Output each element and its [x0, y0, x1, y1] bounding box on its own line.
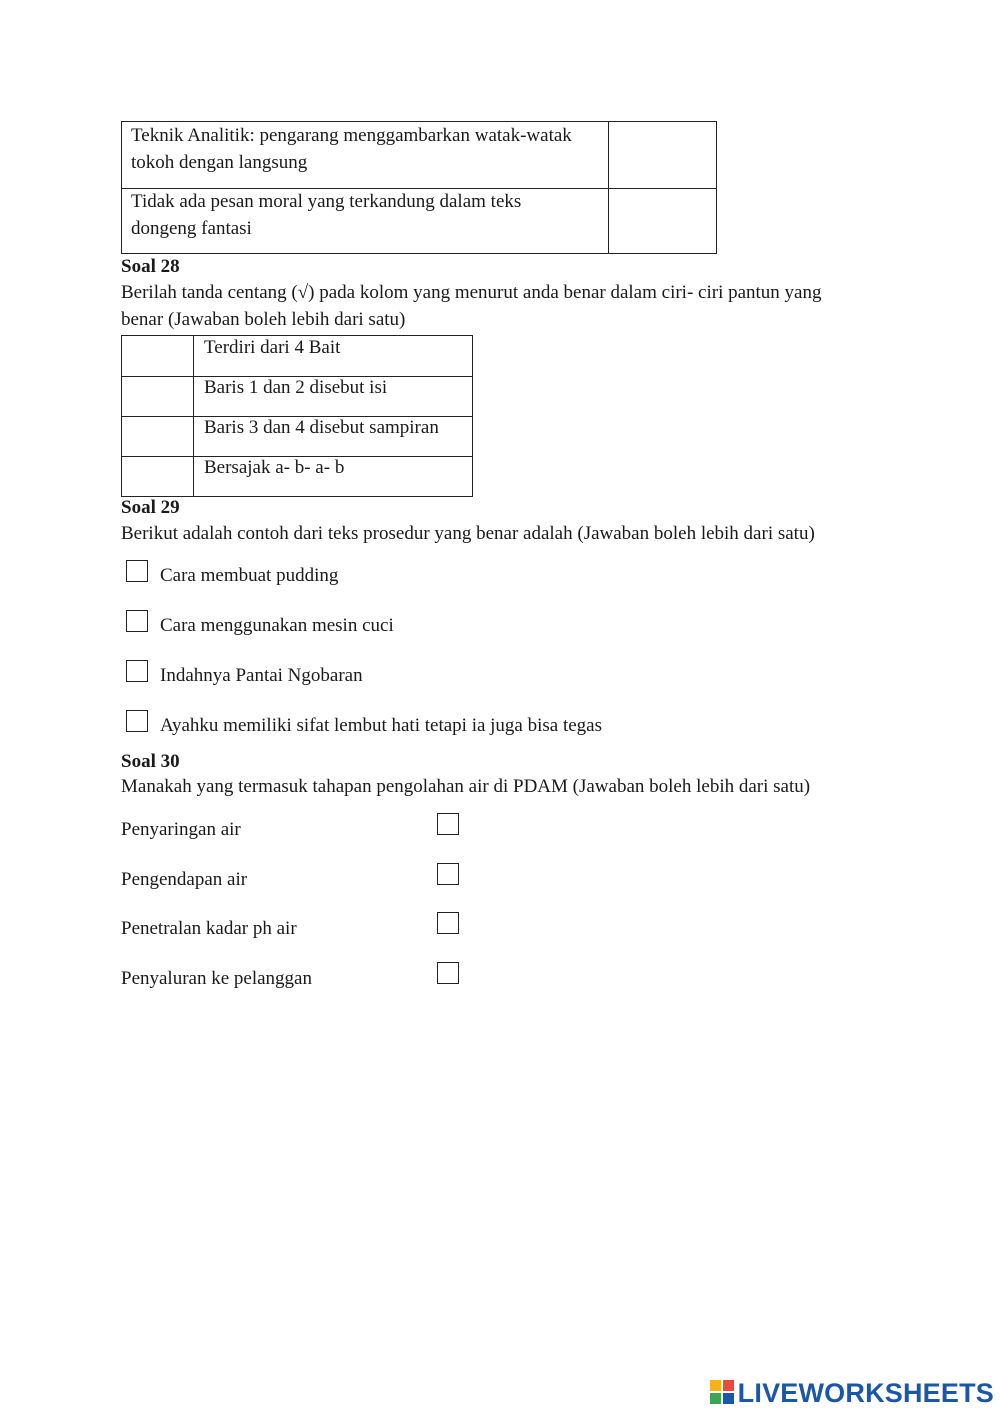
answer-cell[interactable]: [122, 456, 193, 496]
option-checkbox[interactable]: [126, 610, 148, 632]
liveworksheets-logo: [710, 1378, 994, 1408]
option-checkbox[interactable]: [437, 813, 459, 835]
option-text: Baris 3 dan 4 disebut sampiran: [204, 417, 439, 438]
option-label: Pengendapan air: [121, 869, 248, 890]
column-divider: [608, 122, 609, 253]
question-29-instruction: Berikut adalah contoh dari teks prosedur yang benar adalah (Jawaban boleh lebih dari satu): [121, 523, 815, 544]
answer-cell[interactable]: [122, 376, 193, 416]
option-checkbox[interactable]: [437, 962, 459, 984]
answer-cell[interactable]: [609, 188, 716, 254]
question-30-instruction: Manakah yang termasuk tahapan pengolahan air di PDAM (Jawaban boleh lebih dari satu): [121, 776, 811, 797]
option-text: Baris 1 dan 2 disebut isi: [204, 377, 388, 398]
table-row: [122, 416, 472, 457]
statement-text: Tidak ada pesan moral yang terkandung dalam teks dongeng fantasi: [131, 191, 522, 239]
question-29-title: Soal 29: [121, 497, 180, 518]
question-30-title: Soal 30: [121, 751, 180, 772]
option-checkbox[interactable]: [126, 660, 148, 682]
table-row: [122, 122, 716, 189]
option-checkbox[interactable]: [126, 710, 148, 732]
answer-cell[interactable]: [122, 336, 193, 376]
pantun-table: [121, 335, 473, 497]
statement-text: Teknik Analitik: pengarang menggambarkan watak-watak tokoh dengan langsung: [131, 125, 572, 173]
option-label: Cara menggunakan mesin cuci: [160, 615, 394, 636]
option-label: Penyaringan air: [121, 819, 241, 840]
statement-table: [121, 121, 717, 254]
question-28-instruction: Berilah tanda centang (√) pada kolom yang menurut anda benar dalam ciri- ciri pantun yang: [121, 282, 822, 303]
answer-cell[interactable]: [609, 122, 716, 188]
question-28-title: Soal 28: [121, 256, 180, 277]
logo-text: LIVEWORKSHEETS: [737, 1377, 994, 1408]
table-row: [122, 336, 472, 377]
option-label: Penetralan kadar ph air: [121, 918, 297, 939]
option-text: Bersajak a- b- a- b: [204, 457, 345, 478]
column-divider: [193, 336, 194, 496]
option-checkbox[interactable]: [126, 560, 148, 582]
table-row: [122, 376, 472, 417]
table-row: [122, 188, 716, 254]
option-checkbox[interactable]: [437, 912, 459, 934]
answer-cell[interactable]: [122, 416, 193, 456]
option-label: Ayahku memiliki sifat lembut hati tetapi ia juga bisa tegas: [160, 715, 603, 736]
option-label: Cara membuat pudding: [160, 565, 339, 586]
liveworksheets-logo-icon: [710, 1380, 736, 1406]
option-checkbox[interactable]: [437, 863, 459, 885]
question-28-instruction-cont: benar (Jawaban boleh lebih dari satu): [121, 309, 406, 330]
option-label: Indahnya Pantai Ngobaran: [160, 665, 363, 686]
table-row: [122, 456, 472, 496]
option-label: Penyaluran ke pelanggan: [121, 968, 312, 989]
option-text: Terdiri dari 4 Bait: [204, 337, 341, 358]
